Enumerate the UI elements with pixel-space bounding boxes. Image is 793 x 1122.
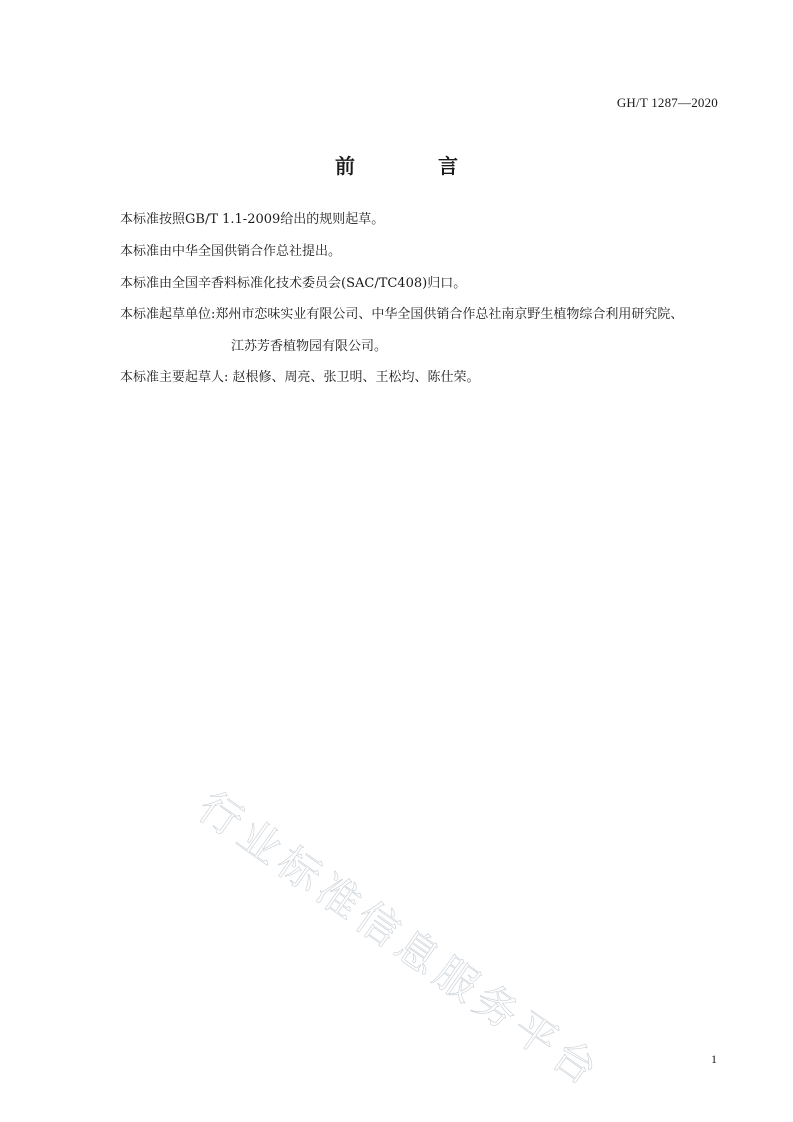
standard-code: GH/T 1287—2020 — [616, 95, 718, 110]
watermark: 行业标准信息服务平台 — [189, 781, 611, 1098]
drafting-units-line: 本标准起草单位:郑州市恋味实业有限公司、中华全国供销合作总社南京野生植物综合利用研究院、 — [120, 307, 684, 322]
main-drafters-line: 本标准主要起草人: 赵根修、周亮、张卫明、王松均、陈仕荣。 — [120, 370, 480, 385]
page-title: 前 言 — [335, 154, 496, 178]
drafting-rules-line: 本标准按照GB/T 1.1-2009给出的规则起草。 — [120, 212, 385, 227]
proposer-line: 本标准由中华全国供销合作总社提出。 — [120, 244, 342, 259]
technical-committee-line: 本标准由全国辛香料标准化技术委员会(SAC/TC408)归口。 — [120, 276, 467, 291]
drafting-units-continuation: 江苏芳香植物园有限公司。 — [231, 339, 388, 354]
page-number: 1 — [711, 1052, 717, 1066]
